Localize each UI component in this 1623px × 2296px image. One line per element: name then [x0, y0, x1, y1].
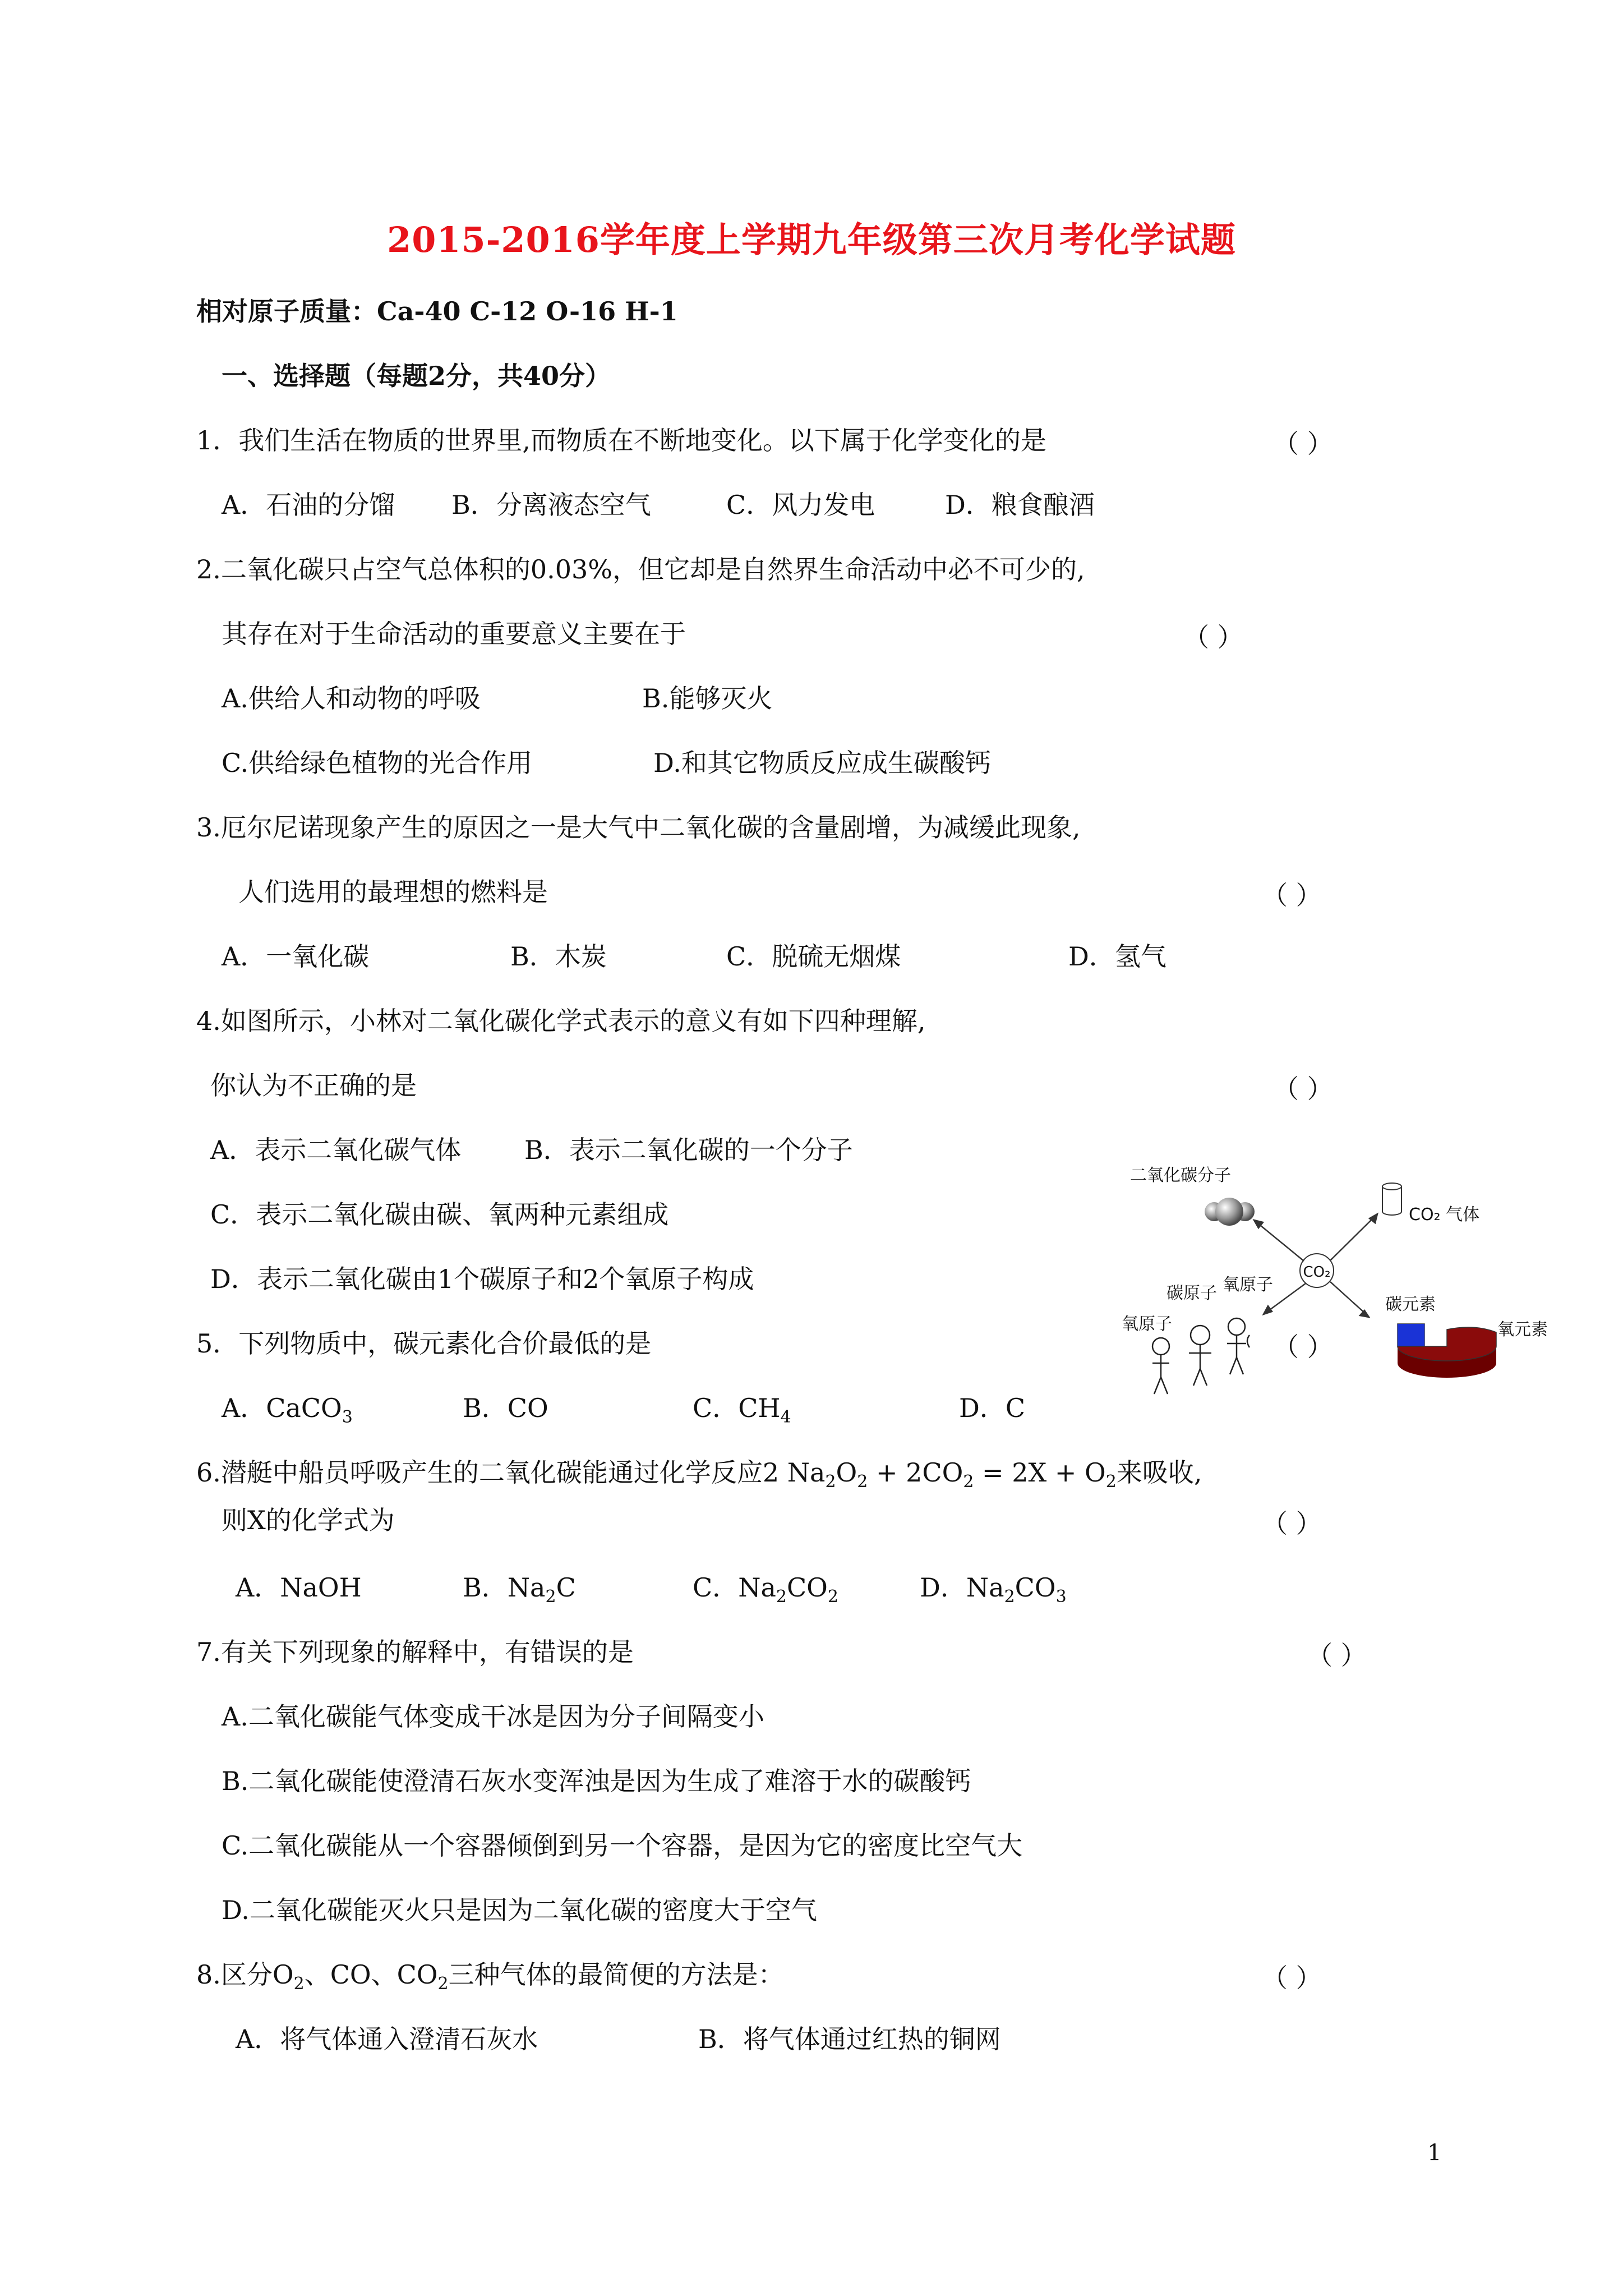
q7-option-d: D.二氧化碳能灭火只是因为二氧化碳的密度大于空气	[222, 1895, 817, 1925]
q4-answer-paren: （ ）	[1273, 1074, 1333, 1104]
atomic-mass-line: 相对原子质量：Ca-40 C-12 O-16 H-1	[196, 296, 678, 326]
q1-option-b: B．分离液态空气	[451, 490, 651, 520]
q3-stem-line1: 3.厄尔尼诺现象产生的原因之一是大气中二氧化碳的含量剧增，为减缓此现象,	[196, 812, 1081, 843]
q3-option-a: A．一氧化碳	[222, 941, 370, 972]
page-number: 1	[1427, 2140, 1442, 2166]
q5-option-a: A．CaCO$_3$	[222, 1393, 353, 1427]
carbon-atom-label: 碳原子	[1166, 1283, 1217, 1303]
oxygen-atom-label-2: 氧原子	[1223, 1275, 1273, 1295]
q1-stem: 1．我们生活在物质的世界里,而物质在不断地变化。以下属于化学变化的是	[196, 425, 1046, 455]
q4-option-a: A．表示二氧化碳气体	[210, 1135, 462, 1165]
co2-molecule-icon	[1205, 1198, 1255, 1226]
q8-answer-paren: （ ）	[1262, 1963, 1322, 1993]
molecule-label: 二氧化碳分子	[1130, 1166, 1231, 1185]
q4-option-d: D．表示二氧化碳由1个碳原子和2个氧原子构成	[210, 1264, 754, 1294]
q2-stem-line1: 2.二氧化碳只占空气总体积的0.03%，但它却是自然界生命活动中必不可少的,	[196, 554, 1085, 585]
q6-stem-line1: 6.潜艇中船员呼吸产生的二氧化碳能通过化学反应2 $Na_2O_2 + 2CO_2 = 2X + O_2$来吸收,	[196, 1457, 1202, 1492]
q7-option-c: C.二氧化碳能从一个容器倾倒到另一个容器，是因为它的密度比空气大	[222, 1830, 1023, 1861]
q7-answer-paren: （ ）	[1307, 1640, 1367, 1671]
q3-option-b: B．木炭	[510, 941, 607, 972]
gas-cylinder-icon	[1382, 1183, 1401, 1215]
co2-meaning-figure	[1110, 1156, 1570, 1402]
q4-stem-line2: 你认为不正确的是	[210, 1070, 417, 1101]
q2-answer-paren: （ ）	[1183, 622, 1243, 652]
section-heading: 一、选择题（每题2分，共40分）	[222, 361, 611, 391]
q1-option-c: C．风力发电	[726, 490, 875, 520]
center-label: CO₂	[1303, 1264, 1331, 1281]
q4-stem-line1: 4.如图所示，小林对二氧化碳化学式表示的意义有如下四种理解,	[196, 1006, 926, 1036]
q6-answer-paren: （ ）	[1262, 1508, 1322, 1539]
q2-option-a: A.供给人和动物的呼吸	[222, 683, 481, 714]
q5-stem: 5．下列物质中，碳元素化合价最低的是	[196, 1328, 652, 1359]
q6-option-c: C．$Na_2CO_2$	[693, 1572, 838, 1607]
q6-option-b: B．$Na_2C$	[463, 1572, 576, 1607]
q2-option-c: C.供给绿色植物的光合作用	[222, 748, 533, 778]
q3-answer-paren: （ ）	[1262, 880, 1322, 910]
q3-option-d: D．氢气	[1068, 941, 1166, 972]
q5-option-d: D．C	[959, 1393, 1026, 1423]
q2-option-b: B.能够灭火	[642, 683, 773, 714]
q5-option-c: C．$CH_4$	[693, 1393, 791, 1427]
q2-stem-line2: 其存在对于生命活动的重要意义主要在于	[222, 619, 686, 649]
q5-option-b: B．CO	[463, 1393, 548, 1423]
q3-stem-line2: 人们选用的最理想的燃料是	[238, 877, 548, 907]
q6-stem-line2: 则X的化学式为	[222, 1505, 395, 1535]
gas-label: CO₂ 气体	[1409, 1205, 1480, 1225]
q1-option-a: A．石油的分馏	[222, 490, 395, 520]
q7-stem: 7.有关下列现象的解释中，有错误的是	[196, 1637, 634, 1667]
q8-option-b: B．将气体通过红热的铜网	[698, 2024, 1001, 2054]
q4-option-b: B．表示二氧化碳的一个分子	[524, 1135, 853, 1165]
q1-answer-paren: （ ）	[1273, 429, 1333, 459]
element-pie-icon	[1398, 1324, 1496, 1378]
q8-stem: 8.区分$O_2$、CO、$CO_2$三种气体的最简便的方法是：	[196, 1959, 784, 1994]
q7-option-a: A.二氧化碳能气体变成干冰是因为分子间隔变小	[222, 1701, 764, 1732]
oxygen-atom-label-1: 氧原子	[1122, 1314, 1172, 1334]
q8-option-a: A．将气体通入澄清石灰水	[236, 2024, 538, 2054]
q7-option-b: B.二氧化碳能使澄清石灰水变浑浊是因为生成了难溶于水的碳酸钙	[222, 1766, 971, 1796]
q5-answer-paren: （ ）	[1273, 1332, 1333, 1362]
oxygen-element-label: 氧元素	[1497, 1320, 1548, 1340]
q2-option-d: D.和其它物质反应成生碳酸钙	[653, 748, 991, 778]
carbon-element-label: 碳元素	[1385, 1295, 1436, 1314]
q6-option-a: A．NaOH	[236, 1572, 362, 1603]
q6-option-d: D．$Na_2CO_3$	[920, 1572, 1067, 1607]
q3-option-c: C．脱硫无烟煤	[726, 941, 901, 972]
q1-option-d: D．粮食酿酒	[945, 490, 1095, 520]
page-title: 2015-2016学年度上学期九年级第三次月考化学试题	[387, 219, 1236, 260]
q4-option-c: C．表示二氧化碳由碳、氧两种元素组成	[210, 1199, 669, 1230]
